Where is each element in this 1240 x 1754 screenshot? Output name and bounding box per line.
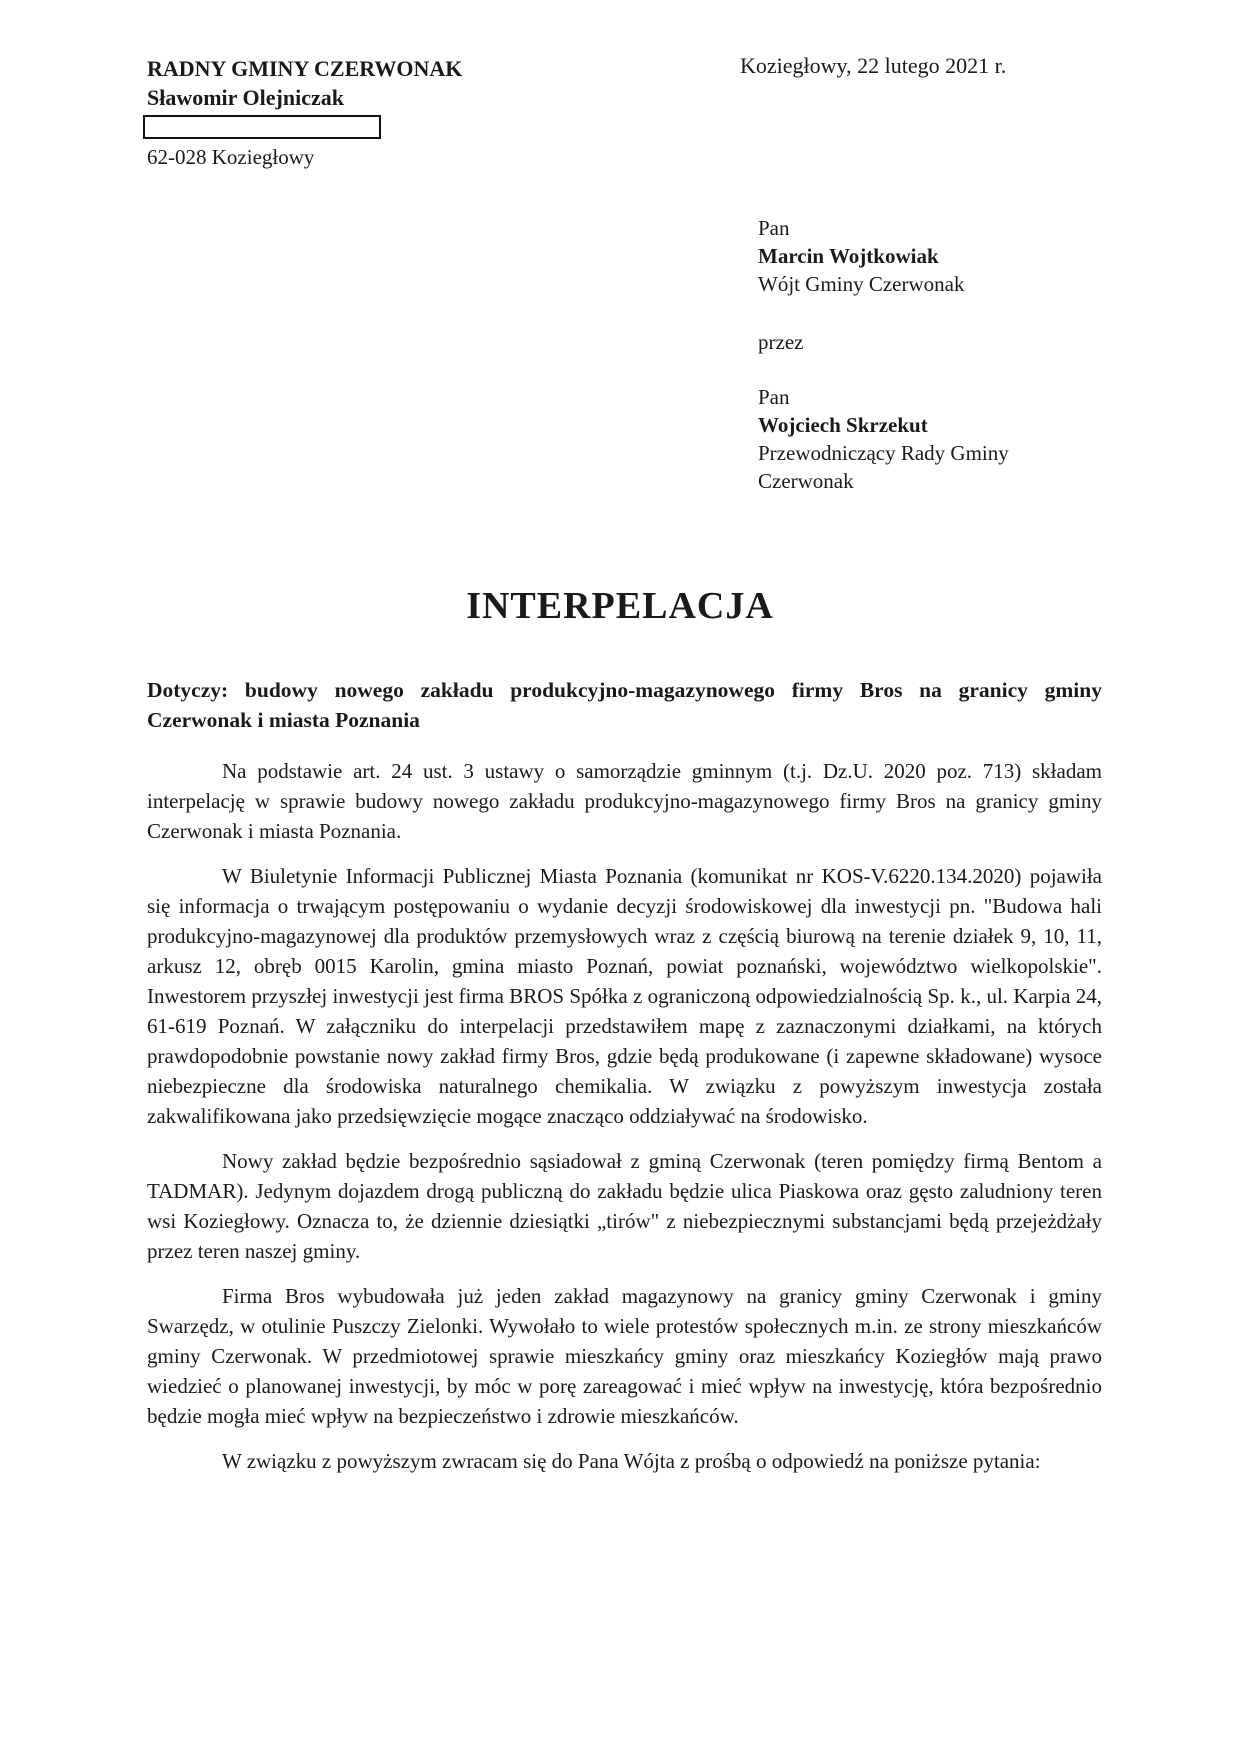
body-paragraph: Firma Bros wybudowała już jeden zakład magazynowy na granicy gminy Czerwonak i gminy Swarzędz, w otulinie Puszczy Zielonki. Wywołało to wiele protestów społecznych m.in. ze strony mieszkańców gminy Czerwonak. W przedmiotowej sprawie mieszkańcy gminy oraz mieszkańcy Koziegłów mają prawo wiedzieć o planowanej inwestycji, by móc w porę zareagować i mieć wpływ na inwestycję, która bezpośrednio będzie mogła mieć wpływ na bezpieczeństwo i zdrowie mieszkańców. bbox=[147, 1284, 1102, 1428]
sender-block bbox=[147, 54, 462, 172]
body-paragraph: Na podstawie art. 24 ust. 3 ustawy o samorządzie gminnym (t.j. Dz.U. 2020 poz. 713) składam interpelację w sprawie budowy nowego zakładu produkcyjno-magazynowego firmy Bros na granicy gminy Czerwonak i miasta Poznania. bbox=[147, 759, 1102, 843]
sender-city-line: 62-028 Koziegłowy bbox=[147, 145, 315, 169]
intermediary-title-line2: Czerwonak bbox=[758, 469, 854, 493]
via-text: przez bbox=[758, 330, 804, 354]
body-paragraph: W Biuletynie Informacji Publicznej Miasta Poznania (komunikat nr KOS-V.6220.134.2020) pojawiła się informacja o trwającym postępowaniu o wydanie decyzji środowiskowej dla inwestycji pn. "Budowa hali produkcyjno-magazynowej dla produktów przemysłowych wraz z częścią biurową na terenie działek 9, 10, 11, arkusz 12, obręb 0015 Karolin, gmina miasto Poznań, powiat poznański, województwo wielkopolskie". Inwestorem przyszłej inwestycji jest firma BROS Spółka z ograniczoną odpowiedzialnością Sp. k., ul. Karpia 24, 61-619 Poznań. W załączniku do interpelacji przedstawiłem mapę z zaznaczonymi działkami, na których prawdopodobnie powstanie nowy zakład firmy Bros, gdzie będą produkowane (i zapewne składowane) wysoce niebezpieczne dla środowiska naturalnego chemikalia. W związku z powyższym inwestycja została zakwalifikowana jako przedsięwzięcie mogące znacząco oddziaływać na środowisko. bbox=[147, 864, 1102, 1128]
intermediary-name: Wojciech Skrzekut bbox=[758, 413, 928, 437]
redacted-address-box bbox=[143, 115, 381, 139]
body-paragraph: Nowy zakład będzie bezpośrednio sąsiadował z gminą Czerwonak (teren pomiędzy firmą Bentom a TADMAR). Jedynym dojazdem drogą publiczną do zakładu będzie ulica Piaskowa oraz gęsto zaludniony teren wsi Koziegłowy. Oznacza to, że dziennie dziesiątki „tirów" z niebezpiecznymi substancjami będą przejeżdżały przez teren naszej gminy. bbox=[147, 1149, 1102, 1263]
body-paragraph: W związku z powyższym zwracam się do Pana Wójta z prośbą o odpowiedź na poniższe pytania: bbox=[222, 1449, 1041, 1473]
document-title: INTERPELACJA bbox=[466, 585, 774, 627]
recipient-title: Wójt Gminy Czerwonak bbox=[758, 272, 965, 296]
recipient-block bbox=[758, 214, 964, 298]
recipient-name: Marcin Wojtkowiak bbox=[758, 244, 939, 268]
letter-body bbox=[147, 756, 1102, 1491]
intermediary-block bbox=[758, 383, 1009, 495]
sender-role: RADNY GMINY CZERWONAK bbox=[147, 56, 463, 81]
recipient-salutation: Pan bbox=[758, 216, 790, 240]
subject-line: Dotyczy: budowy nowego zakładu produkcyjno-magazynowego firmy Bros na granicy gminy Czerwonak i miasta Poznania bbox=[147, 678, 1102, 732]
intermediary-title-line1: Przewodniczący Rady Gminy bbox=[758, 441, 1009, 465]
sender-name: Sławomir Olejniczak bbox=[147, 85, 344, 110]
letter-date: Koziegłowy, 22 lutego 2021 r. bbox=[740, 53, 1007, 78]
intermediary-salutation: Pan bbox=[758, 385, 790, 409]
